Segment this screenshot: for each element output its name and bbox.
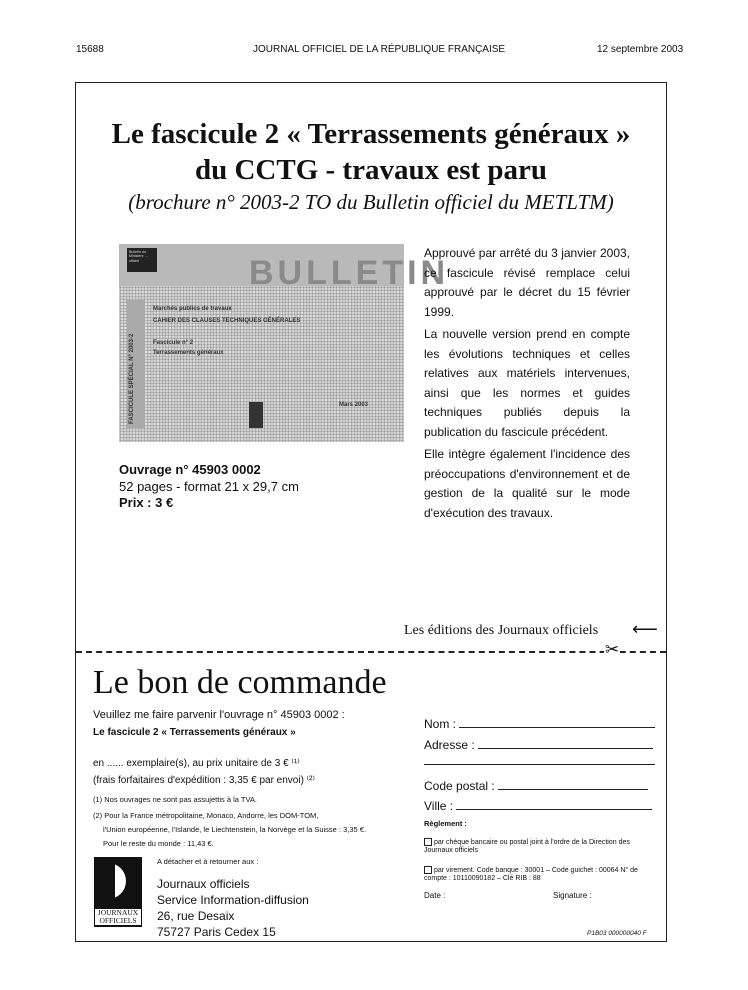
arrow-left-icon: ⟵	[632, 619, 658, 639]
address-input-line[interactable]	[478, 736, 653, 749]
journal-title: JOURNAL OFFICIEL DE LA RÉPUBLIQUE FRANÇAISE	[253, 44, 506, 55]
ouvrage-pages: 52 pages - format 21 x 29,7 cm	[119, 478, 299, 494]
cover-line4: Terrassements généraux	[153, 350, 224, 356]
order-shipping: (frais forfaitaires d'expédition : 3,35 € par envoi) ⁽²⁾	[93, 775, 315, 786]
logo-shape-inner	[104, 863, 115, 899]
payment-transfer-option[interactable]	[424, 866, 639, 884]
logo-text	[94, 908, 142, 926]
cheque-checkbox[interactable]	[424, 838, 432, 846]
ouvrage-info	[119, 462, 299, 512]
page-number: 15688	[76, 44, 104, 55]
detach-instruction: A détacher et à retourner aux :	[157, 857, 259, 866]
footnote-2-line1: (2) Pour la France métropolitaine, Monaco, Andorre, les DOM-TOM,	[93, 811, 319, 820]
address-label: Adresse :	[424, 738, 475, 752]
logo-text-line2: OFFICIELS	[99, 916, 137, 925]
announcement-title-line2: du CCTG - travaux est paru	[194, 154, 548, 186]
cover-line2: CAHIER DES CLAUSES TECHNIQUES GÉNÉRALES	[153, 318, 301, 324]
order-form-title: Le bon de commande	[93, 664, 387, 701]
city-field[interactable]	[424, 797, 652, 813]
description	[424, 244, 630, 526]
cover-line3: Fascicule n° 2	[153, 340, 194, 346]
footnote-1: (1) Nos ouvrages ne sont pas assujettis à la TVA.	[93, 795, 257, 804]
cover-title: BULLETIN	[249, 254, 450, 292]
city-label: Ville :	[424, 799, 454, 813]
order-quantity[interactable]: en ...... exemplaire(s), au prix unitaire de 3 € ⁽¹⁾	[93, 758, 300, 769]
issue-date: 12 septembre 2003	[597, 44, 684, 55]
ouvrage-price: Prix : 3 €	[119, 495, 174, 510]
signature-label: Signature :	[553, 891, 592, 900]
payment-title: Règlement :	[424, 819, 467, 828]
description-p3: Elle intègre également l'incidence des préoccupations d'environnement et de gestion de la qualité sur le mode d'exécution des travaux.	[424, 447, 630, 520]
publisher-line: Les éditions des Journaux officiels	[404, 623, 599, 638]
address-line3: 26, rue Desaix	[157, 909, 235, 923]
cover-spine-text: FASCICULE SPÉCIAL N° 2003-2	[129, 333, 135, 424]
address-field[interactable]	[424, 736, 653, 752]
address-input-line-2[interactable]	[424, 764, 655, 765]
name-label: Nom :	[424, 717, 457, 731]
footnote-2-line3: Pour le reste du monde : 11,43 €.	[103, 839, 214, 848]
payment-cheque-option[interactable]	[424, 838, 639, 856]
name-field[interactable]	[424, 715, 655, 731]
address-line4: 75727 Paris Cedex 15	[157, 925, 276, 939]
city-input-line[interactable]	[456, 797, 652, 810]
cover-line1: Marchés publics de travaux	[153, 306, 232, 312]
payment-transfer-text: par virement. Code banque : 30001 – Code guichet : 00064 N° de compte : 10110090182 – Clé RIB : 88	[424, 866, 638, 883]
announcement-title-line1: Le fascicule 2 « Terrassements généraux »	[111, 118, 631, 150]
reference-code: P1B03 000000040 F	[587, 930, 647, 937]
payment-cheque-text: par chèque bancaire ou postal joint à l'ordre de la Direction des Journaux officiels	[424, 838, 630, 855]
announcement-subtitle: (brochure n° 2003-2 TO du Bulletin officiel du METLTM)	[128, 190, 614, 214]
order-item: Le fascicule 2 « Terrassements généraux »	[93, 727, 296, 738]
order-intro: Veuillez me faire parvenir l'ouvrage n° 45903 0002 :	[93, 709, 345, 721]
description-p1: Approuvé par arrêté du 3 janvier 2003, ce fascicule révisé remplace celui approuvé par le décret du 15 février 1999.	[424, 246, 630, 319]
cover-emblem-text: Bulletin du Ministère ... officiel	[129, 250, 148, 263]
description-p2: La nouvelle version prend en compte les évolutions techniques et celles relatives aux matériels intervenues, ainsi que les normes et guides techniques publiés depuis la publication du fascicule précédent.	[424, 327, 630, 439]
return-address	[157, 876, 309, 940]
postal-code-label: Code postal :	[424, 779, 495, 793]
date-label: Date :	[424, 891, 446, 900]
transfer-checkbox[interactable]	[424, 866, 432, 874]
ouvrage-ref: Ouvrage n° 45903 0002	[119, 462, 261, 477]
brochure-cover-image	[119, 244, 450, 442]
name-input-line[interactable]	[459, 715, 655, 728]
logo-text-line1: JOURNAUX	[97, 908, 139, 917]
postal-code-field[interactable]	[424, 777, 648, 793]
address-line1: Journaux officiels	[157, 877, 250, 891]
scissors-icon: ✂	[605, 640, 620, 659]
cover-date: Mars 2003	[339, 402, 369, 408]
cut-line	[76, 651, 666, 653]
address-line2: Service Information-diffusion	[157, 893, 309, 907]
footnote-2-line2: l'Union européenne, l'Islande, le Liechtenstein, la Norvège et la Suisse : 3,35 €.	[103, 825, 367, 834]
postal-code-input-line[interactable]	[498, 777, 648, 790]
cover-publisher-logo	[249, 402, 263, 428]
